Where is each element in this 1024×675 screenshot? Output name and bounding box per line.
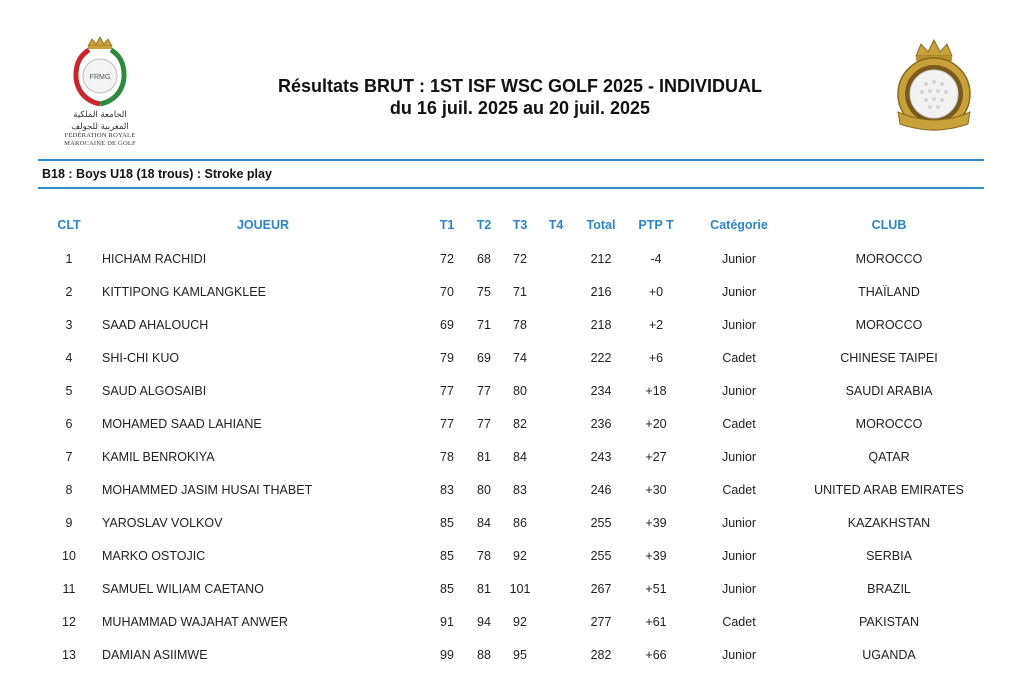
cell-t2: 80 [477,482,491,497]
cell-total: 212 [590,251,612,266]
cell-clt: 8 [65,482,73,497]
cell-t4 [538,275,574,308]
cell-total: 216 [590,284,612,299]
cell-t1: 69 [440,317,454,332]
cell-t1: 72 [440,251,454,266]
cell-total: 267 [590,581,612,596]
cell-categorie: Junior [721,548,757,563]
cell-joueur: SHI-CHI KUO [102,350,180,365]
table-row [40,407,984,440]
cell-ptp: +2 [648,317,664,332]
col-categorie: Catégorie [710,218,768,232]
cell-clt: 9 [65,515,73,530]
cell-categorie: Cadet [722,350,756,365]
table-header-row [40,208,984,242]
frmg-emblem-icon [69,36,131,108]
cell-clt: 13 [62,647,76,662]
cell-categorie: Cadet [722,482,756,497]
cell-total: 277 [590,614,612,629]
cell-joueur: MARKO OSTOJIC [102,548,206,563]
cell-t3: 82 [513,416,527,431]
cell-total: 243 [590,449,612,464]
cell-ptp: +39 [645,515,667,530]
cell-t4 [538,539,574,572]
cell-t2: 78 [477,548,491,563]
cell-t3: 78 [513,317,527,332]
cell-joueur: DAMIAN ASIIMWE [102,647,208,662]
results-table [40,208,984,671]
cell-ptp: +66 [645,647,667,662]
cell-ptp: +0 [648,284,664,299]
cell-total: 255 [590,515,612,530]
cell-joueur: MUHAMMAD WAJAHAT ANWER [102,614,288,629]
cell-club: UGANDA [862,647,916,662]
table-row [40,638,984,671]
cell-t3: 71 [513,284,527,299]
table-row [40,341,984,374]
title-line-1: Résultats BRUT : 1ST ISF WSC GOLF 2025 - INDIVIDUAL [277,76,763,96]
cell-t4 [538,242,574,275]
cell-t1: 78 [440,449,454,464]
cell-t3: 83 [513,482,527,497]
cell-ptp: -4 [650,251,662,266]
cell-t4 [538,308,574,341]
frmg-french-line2: MAROCAINE DE GOLF [64,140,136,147]
cell-categorie: Cadet [722,614,756,629]
cell-joueur: MOHAMED SAAD LAHIANE [102,416,262,431]
cell-clt: 10 [62,548,76,563]
cell-categorie: Junior [721,284,757,299]
table-row [40,539,984,572]
cell-clt: 6 [65,416,73,431]
cell-categorie: Junior [721,383,757,398]
cell-clt: 5 [65,383,73,398]
cell-t1: 91 [440,614,454,629]
cell-t4 [538,440,574,473]
cell-clt: 12 [62,614,76,629]
cell-club: UNITED ARAB EMIRATES [814,482,964,497]
cell-t3: 95 [513,647,527,662]
table-row [40,374,984,407]
cell-t3: 74 [513,350,527,365]
cell-ptp: +27 [645,449,667,464]
cell-t4 [538,572,574,605]
cell-t4 [538,341,574,374]
cell-categorie: Junior [721,317,757,332]
col-joueur: JOUEUR [236,218,290,232]
cell-categorie: Junior [721,251,757,266]
col-t4: T4 [548,218,564,232]
col-t1: T1 [439,218,455,232]
cell-t3: 80 [513,383,527,398]
cell-joueur: YAROSLAV VOLKOV [102,515,223,530]
table-row [40,308,984,341]
cell-t2: 81 [477,449,491,464]
cell-t1: 70 [440,284,454,299]
cell-categorie: Junior [721,581,757,596]
header-rule-bottom [38,187,984,189]
frmg-logo [50,36,150,160]
cell-club: BRAZIL [867,581,911,596]
cell-t3: 101 [509,581,531,596]
cell-t3: 92 [513,614,527,629]
cell-club: MOROCCO [855,251,923,266]
col-ptp: PTP T [638,218,674,232]
col-club: CLUB [871,218,907,232]
cell-total: 222 [590,350,612,365]
cell-t1: 77 [440,416,454,431]
table-row [40,473,984,506]
cell-clt: 11 [62,581,76,596]
col-clt: CLT [57,218,81,232]
cell-t4 [538,506,574,539]
col-t3: T3 [512,218,528,232]
cell-ptp: +20 [645,416,667,431]
cell-t3: 92 [513,548,527,563]
golf-trophy-crest-icon [888,38,980,134]
cell-ptp: +30 [645,482,667,497]
cell-categorie: Junior [721,647,757,662]
trophy-logo [888,38,980,134]
cell-t4 [538,605,574,638]
cell-t4 [538,407,574,440]
category-subtitle: B18 : Boys U18 (18 trous) : Stroke play [42,167,272,181]
cell-t3: 84 [513,449,527,464]
cell-clt: 4 [65,350,73,365]
cell-t2: 75 [477,284,491,299]
table-row [40,506,984,539]
cell-t1: 85 [440,548,454,563]
cell-t2: 69 [477,350,491,365]
cell-t1: 85 [440,581,454,596]
cell-t2: 77 [477,383,491,398]
cell-ptp: +39 [645,548,667,563]
table-row [40,242,984,275]
table-row [40,572,984,605]
cell-t2: 94 [477,614,491,629]
cell-t3: 72 [513,251,527,266]
cell-ptp: +6 [648,350,664,365]
cell-club: SAUDI ARABIA [845,383,933,398]
cell-ptp: +51 [645,581,667,596]
cell-total: 236 [590,416,612,431]
header-rule-top [38,159,984,161]
frmg-arabic-line1: الجامعة الملكية [73,110,127,120]
cell-clt: 3 [65,317,73,332]
cell-t2: 68 [477,251,491,266]
cell-t2: 71 [477,317,491,332]
cell-t4 [538,473,574,506]
table-row [40,440,984,473]
cell-club: MOROCCO [855,317,923,332]
cell-joueur: SAAD AHALOUCH [102,317,209,332]
cell-t2: 81 [477,581,491,596]
col-total: Total [586,218,616,232]
cell-total: 255 [590,548,612,563]
cell-t1: 99 [440,647,454,662]
cell-clt: 1 [65,251,73,266]
cell-t1: 85 [440,515,454,530]
cell-t3: 86 [513,515,527,530]
cell-t1: 77 [440,383,454,398]
cell-categorie: Cadet [722,416,756,431]
cell-joueur: SAMUEL WILIAM CAETANO [102,581,264,596]
cell-total: 218 [590,317,612,332]
frmg-french-line1: FÉDÉRATION ROYALE [64,132,136,139]
cell-t2: 88 [477,647,491,662]
cell-categorie: Junior [721,515,757,530]
cell-ptp: +18 [645,383,667,398]
cell-joueur: MOHAMMED JASIM HUSAI THABET [102,482,313,497]
cell-clt: 7 [65,449,73,464]
cell-club: KAZAKHSTAN [847,515,931,530]
table-row [40,275,984,308]
cell-club: QATAR [868,449,910,464]
cell-ptp: +61 [645,614,667,629]
frmg-arabic-line2: المغربية للجولف [71,122,129,132]
cell-t2: 77 [477,416,491,431]
col-t2: T2 [476,218,492,232]
page-title [200,75,840,119]
cell-club: PAKISTAN [859,614,919,629]
cell-total: 282 [590,647,612,662]
cell-t2: 84 [477,515,491,530]
cell-clt: 2 [65,284,73,299]
title-line-2: du 16 juil. 2025 au 20 juil. 2025 [389,98,651,118]
cell-joueur: KITTIPONG KAMLANGKLEE [102,284,266,299]
frmg-initials: FRMG [89,74,111,81]
cell-total: 246 [590,482,612,497]
cell-t4 [538,638,574,671]
table-row [40,605,984,638]
cell-categorie: Junior [721,449,757,464]
cell-joueur: KAMIL BENROKIYA [102,449,215,464]
cell-t1: 79 [440,350,454,365]
cell-club: CHINESE TAIPEI [840,350,938,365]
cell-joueur: HICHAM RACHIDI [102,251,207,266]
cell-total: 234 [590,383,612,398]
cell-club: THAÏLAND [858,284,920,299]
cell-club: MOROCCO [855,416,923,431]
cell-t1: 83 [440,482,454,497]
cell-t4 [538,374,574,407]
cell-joueur: SAUD ALGOSAIBI [102,383,207,398]
cell-club: SERBIA [866,548,912,563]
